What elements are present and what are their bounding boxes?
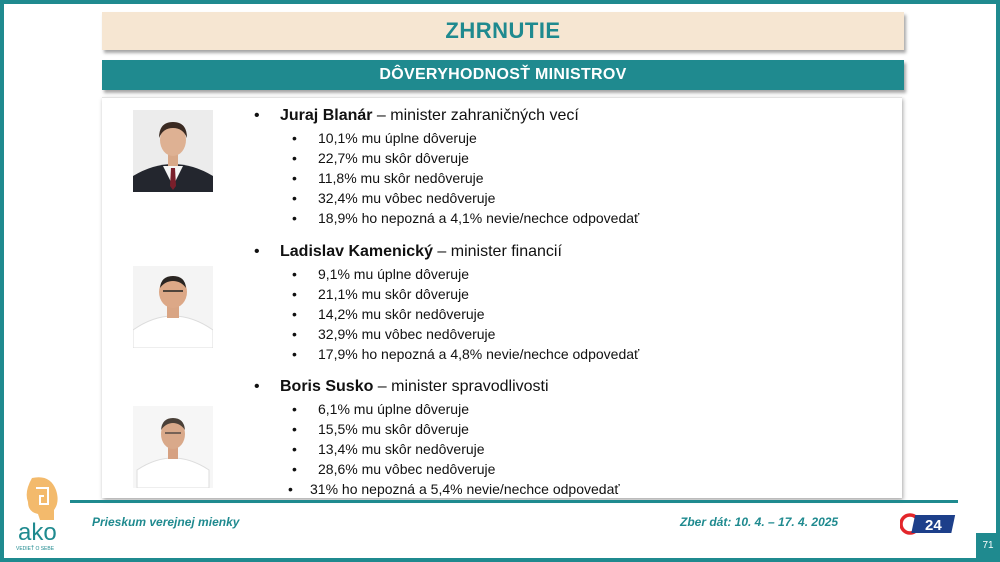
- stat-text: 32,9% mu vôbec nedôveruje: [318, 326, 496, 342]
- stat-text: 13,4% mu skôr nedôveruje: [318, 441, 485, 457]
- bullet: •: [288, 481, 293, 497]
- stat-text: 21,1% mu skôr dôveruje: [318, 286, 469, 302]
- tv-logo: [900, 511, 960, 537]
- footer-dates: Zber dát: 10. 4. – 17. 4. 2025: [680, 515, 839, 529]
- portrait-icon: [133, 266, 213, 348]
- stat-item: [252, 188, 892, 208]
- stat-text: 32,4% mu vôbec nedôveruje: [318, 190, 496, 206]
- title-bar: [102, 12, 904, 50]
- bullet: •: [292, 346, 297, 362]
- slide: [4, 4, 996, 558]
- stat-item: [252, 148, 892, 168]
- minister-block-2: [252, 240, 892, 364]
- stat-text: 14,2% mu skôr nedôveruje: [318, 306, 485, 322]
- photo-minister-2: [133, 266, 213, 348]
- minister-heading: [252, 240, 892, 264]
- stat-item: [252, 168, 892, 188]
- section-subtitle: DÔVERYHODNOSŤ MINISTROV: [379, 66, 627, 83]
- stat-text: 28,6% mu vôbec nedôveruje: [318, 461, 496, 477]
- stats-list: [252, 399, 892, 499]
- minister-role: – minister zahraničných vecí: [372, 107, 579, 124]
- ako-logo-tagline: VEDIEŤ O SEBE: [16, 546, 55, 552]
- subtitle-bar: [102, 60, 904, 90]
- footer-divider: [70, 500, 958, 503]
- stat-text: 9,1% mu úplne dôveruje: [318, 266, 469, 282]
- stat-item: [252, 399, 892, 419]
- head-icon: [27, 477, 58, 520]
- minister-name: Juraj Blanár: [280, 107, 373, 124]
- stat-item: [252, 284, 892, 304]
- bullet: •: [292, 130, 297, 146]
- stat-item: [252, 128, 892, 148]
- bullet: •: [292, 326, 297, 342]
- bullet: •: [292, 286, 297, 302]
- stat-item: [252, 208, 892, 228]
- photo-minister-3: [133, 406, 213, 488]
- stats-list: [252, 264, 892, 364]
- photo-minister-1: [133, 110, 213, 192]
- minister-heading: [252, 375, 892, 399]
- stat-text: 6,1% mu úplne dôveruje: [318, 401, 469, 417]
- ako-logo-text: ako: [18, 519, 57, 546]
- page-title: ZHRNUTIE: [445, 18, 561, 43]
- bullet: •: [292, 150, 297, 166]
- stat-text: 31% ho nepozná a 5,4% nevie/nechce odpovedať: [310, 481, 620, 497]
- minister-name: Ladislav Kamenický: [280, 243, 433, 260]
- bullet: •: [292, 266, 297, 282]
- bullet: •: [292, 441, 297, 457]
- content-box: [102, 97, 902, 498]
- bullet: •: [292, 190, 297, 206]
- bullet: •: [254, 378, 260, 395]
- bullet: •: [254, 243, 260, 260]
- stat-item: [252, 419, 892, 439]
- stat-text: 22,7% mu skôr dôveruje: [318, 150, 469, 166]
- bullet: •: [292, 401, 297, 417]
- bullet: •: [292, 421, 297, 437]
- stat-text: 10,1% mu úplne dôveruje: [318, 130, 477, 146]
- bullet: •: [254, 107, 260, 124]
- page-number: 71: [976, 533, 1000, 558]
- bullet: •: [292, 210, 297, 226]
- stat-text: 15,5% mu skôr dôveruje: [318, 421, 469, 437]
- minister-block-1: [252, 104, 892, 228]
- minister-block-3: [252, 375, 892, 499]
- minister-role: – minister financií: [432, 243, 562, 260]
- bullet: •: [292, 306, 297, 322]
- tv-logo-number: 24: [925, 517, 942, 534]
- stat-text: 18,9% ho nepozná a 4,1% nevie/nechce odpovedať: [318, 210, 640, 226]
- stat-item: [252, 264, 892, 284]
- stat-item: [252, 459, 892, 479]
- stat-item: [252, 439, 892, 459]
- stat-text: 11,8% mu skôr nedôveruje: [318, 170, 484, 186]
- stats-list: [252, 128, 892, 228]
- minister-name: Boris Susko: [280, 378, 374, 395]
- stat-item: [252, 304, 892, 324]
- footer-survey-label: Prieskum verejnej mienky: [92, 515, 240, 529]
- stat-item: [252, 344, 892, 364]
- bullet: •: [292, 170, 297, 186]
- stat-item: [252, 479, 892, 499]
- bullet: •: [292, 461, 297, 477]
- portrait-icon: [133, 110, 213, 192]
- ako-logo: [10, 474, 74, 552]
- minister-heading: [252, 104, 892, 128]
- portrait-icon: [133, 406, 213, 488]
- minister-role: – minister spravodlivosti: [373, 378, 549, 395]
- stat-item: [252, 324, 892, 344]
- stat-text: 17,9% ho nepozná a 4,8% nevie/nechce odpovedať: [318, 346, 640, 362]
